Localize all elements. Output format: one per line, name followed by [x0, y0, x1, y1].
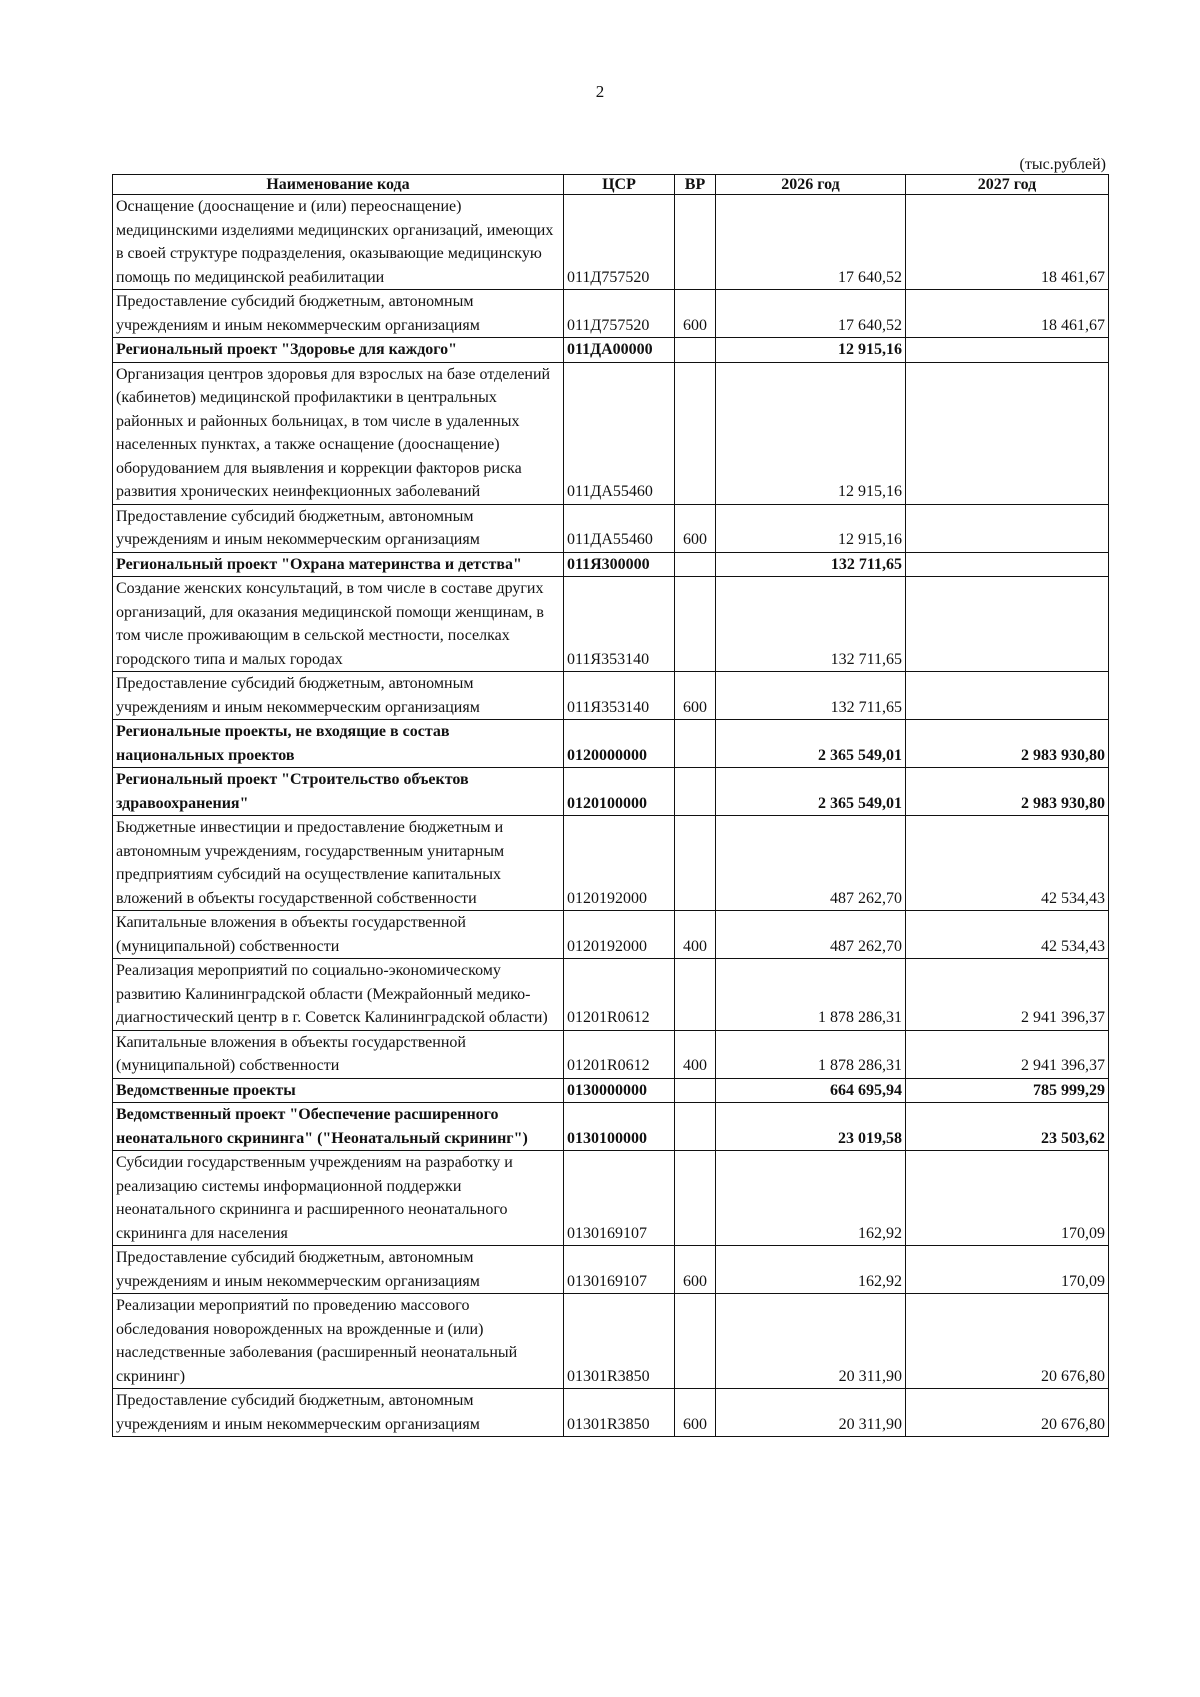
row-vr	[675, 362, 716, 504]
table-body	[113, 195, 1109, 1437]
row-value-2026: 162,92	[716, 1151, 906, 1246]
table-row	[113, 1389, 1109, 1437]
row-vr	[675, 195, 716, 290]
row-csr: 01301R3850	[564, 1294, 675, 1389]
row-value-2026: 12 915,16	[716, 338, 906, 363]
header-vr: ВР	[675, 175, 716, 195]
table-row	[113, 720, 1109, 768]
row-csr: 0130000000	[564, 1078, 675, 1103]
row-csr: 011ДА55460	[564, 362, 675, 504]
header-name: Наименование кода	[113, 175, 564, 195]
row-value-2026: 132 711,65	[716, 552, 906, 577]
row-csr: 0120192000	[564, 911, 675, 959]
row-value-2027	[906, 504, 1109, 552]
table-header-row	[113, 175, 1109, 195]
row-name: Капитальные вложения в объекты государственной (муниципальной) собственности	[113, 1030, 564, 1078]
row-name: Региональный проект "Здоровье для каждого"	[113, 338, 564, 363]
table-row	[113, 1294, 1109, 1389]
row-value-2027	[906, 362, 1109, 504]
budget-table	[112, 174, 1109, 1437]
row-value-2027: 170,09	[906, 1246, 1109, 1294]
row-name: Ведомственный проект "Обеспечение расширенного неонатального скрининга" ("Неонатальный скрининг")	[113, 1103, 564, 1151]
row-value-2026: 23 019,58	[716, 1103, 906, 1151]
row-name: Предоставление субсидий бюджетным, автономным учреждениям и иным некоммерческим организациям	[113, 672, 564, 720]
row-value-2026: 487 262,70	[716, 816, 906, 911]
row-csr: 011Д757520	[564, 195, 675, 290]
row-name: Создание женских консультаций, в том числе в составе других организаций, для оказания медицинской помощи женщинам, в том числе проживающим в сельской местности, поселках городского типа и малых городах	[113, 577, 564, 672]
row-value-2026: 2 365 549,01	[716, 720, 906, 768]
row-value-2027: 20 676,80	[906, 1294, 1109, 1389]
table-row	[113, 1246, 1109, 1294]
row-value-2026: 132 711,65	[716, 672, 906, 720]
row-name: Предоставление субсидий бюджетным, автономным учреждениям и иным некоммерческим организациям	[113, 1389, 564, 1437]
row-name: Организация центров здоровья для взрослых на базе отделений (кабинетов) медицинской профилактики в центральных районных и районных больницах, в том числе в удаленных населенных пунктах, а также оснащение (дооснащение) оборудованием для выявления и коррекции факторов риска развития хронических неинфекционных заболеваний	[113, 362, 564, 504]
row-value-2026: 1 878 286,31	[716, 1030, 906, 1078]
table-row	[113, 911, 1109, 959]
table-row	[113, 290, 1109, 338]
row-value-2027: 785 999,29	[906, 1078, 1109, 1103]
row-value-2027: 170,09	[906, 1151, 1109, 1246]
header-2026: 2026 год	[716, 175, 906, 195]
row-csr: 0120000000	[564, 720, 675, 768]
table-row	[113, 552, 1109, 577]
row-value-2026: 1 878 286,31	[716, 959, 906, 1031]
row-value-2026: 17 640,52	[716, 290, 906, 338]
row-value-2026: 17 640,52	[716, 195, 906, 290]
table-row	[113, 1151, 1109, 1246]
row-csr: 011ДА00000	[564, 338, 675, 363]
row-name: Субсидии государственным учреждениям на разработку и реализацию системы информационной поддержки неонатального скрининга и расширенного неонатального скрининга для населения	[113, 1151, 564, 1246]
row-value-2026: 162,92	[716, 1246, 906, 1294]
row-value-2027: 18 461,67	[906, 290, 1109, 338]
table-row	[113, 959, 1109, 1031]
row-value-2026: 12 915,16	[716, 362, 906, 504]
row-vr	[675, 1294, 716, 1389]
row-value-2026: 664 695,94	[716, 1078, 906, 1103]
row-value-2027: 2 983 930,80	[906, 768, 1109, 816]
row-value-2027	[906, 577, 1109, 672]
table-row	[113, 338, 1109, 363]
row-value-2027	[906, 552, 1109, 577]
row-name: Капитальные вложения в объекты государственной (муниципальной) собственности	[113, 911, 564, 959]
row-csr: 01301R3850	[564, 1389, 675, 1437]
row-csr: 011Д757520	[564, 290, 675, 338]
row-vr	[675, 1151, 716, 1246]
row-vr	[675, 552, 716, 577]
row-value-2027: 42 534,43	[906, 911, 1109, 959]
table-row	[113, 362, 1109, 504]
units-label: (тыс.рублей)	[1019, 156, 1106, 173]
row-name: Реализации мероприятий по проведению массового обследования новорожденных на врожденные и (или) наследственные заболевания (расширенный неонатальный скрининг)	[113, 1294, 564, 1389]
row-vr: 600	[675, 504, 716, 552]
row-value-2026: 132 711,65	[716, 577, 906, 672]
row-vr	[675, 1078, 716, 1103]
row-value-2027: 2 941 396,37	[906, 1030, 1109, 1078]
row-csr: 0120100000	[564, 768, 675, 816]
row-value-2027: 18 461,67	[906, 195, 1109, 290]
table-row	[113, 195, 1109, 290]
row-csr: 011Я300000	[564, 552, 675, 577]
row-vr: 600	[675, 290, 716, 338]
row-vr	[675, 720, 716, 768]
table-row	[113, 577, 1109, 672]
row-value-2027: 2 941 396,37	[906, 959, 1109, 1031]
table-row	[113, 768, 1109, 816]
row-value-2026: 20 311,90	[716, 1294, 906, 1389]
table-row	[113, 1030, 1109, 1078]
row-name: Бюджетные инвестиции и предоставление бюджетным и автономным учреждениям, государственным унитарным предприятиям субсидий на осуществление капитальных вложений в объекты государственной собственности	[113, 816, 564, 911]
row-value-2027: 23 503,62	[906, 1103, 1109, 1151]
table-row	[113, 1103, 1109, 1151]
row-value-2027	[906, 338, 1109, 363]
row-vr: 600	[675, 672, 716, 720]
row-vr: 400	[675, 1030, 716, 1078]
row-name: Предоставление субсидий бюджетным, автономным учреждениям и иным некоммерческим организациям	[113, 1246, 564, 1294]
row-value-2027: 2 983 930,80	[906, 720, 1109, 768]
row-vr: 600	[675, 1389, 716, 1437]
row-vr	[675, 577, 716, 672]
row-name: Региональный проект "Строительство объектов здравоохранения"	[113, 768, 564, 816]
row-csr: 011ДА55460	[564, 504, 675, 552]
row-value-2027	[906, 672, 1109, 720]
header-csr: ЦСР	[564, 175, 675, 195]
row-value-2027: 42 534,43	[906, 816, 1109, 911]
table-row	[113, 672, 1109, 720]
row-vr	[675, 959, 716, 1031]
table-row	[113, 1078, 1109, 1103]
row-vr: 400	[675, 911, 716, 959]
row-name: Региональный проект "Охрана материнства и детства"	[113, 552, 564, 577]
row-csr: 01201R0612	[564, 1030, 675, 1078]
header-2027: 2027 год	[906, 175, 1109, 195]
row-vr	[675, 1103, 716, 1151]
row-name: Ведомственные проекты	[113, 1078, 564, 1103]
row-value-2026: 12 915,16	[716, 504, 906, 552]
row-vr: 600	[675, 1246, 716, 1294]
row-value-2027: 20 676,80	[906, 1389, 1109, 1437]
table-row	[113, 816, 1109, 911]
row-name: Предоставление субсидий бюджетным, автономным учреждениям и иным некоммерческим организациям	[113, 290, 564, 338]
row-name: Реализация мероприятий по социально-экономическому развитию Калининградской области (Межрайонный медико-диагностический центр в г. Советск Калининградской области)	[113, 959, 564, 1031]
row-vr	[675, 338, 716, 363]
row-csr: 011Я353140	[564, 672, 675, 720]
row-csr: 0130169107	[564, 1151, 675, 1246]
row-vr	[675, 816, 716, 911]
row-csr: 0130169107	[564, 1246, 675, 1294]
row-name: Региональные проекты, не входящие в состав национальных проектов	[113, 720, 564, 768]
row-csr: 011Я353140	[564, 577, 675, 672]
row-csr: 0130100000	[564, 1103, 675, 1151]
row-vr	[675, 768, 716, 816]
row-value-2026: 20 311,90	[716, 1389, 906, 1437]
row-name: Предоставление субсидий бюджетным, автономным учреждениям и иным некоммерческим организациям	[113, 504, 564, 552]
row-csr: 0120192000	[564, 816, 675, 911]
table-row	[113, 504, 1109, 552]
page-number: 2	[595, 82, 605, 101]
row-value-2026: 2 365 549,01	[716, 768, 906, 816]
row-name: Оснащение (дооснащение и (или) переоснащение) медицинскими изделиями медицинских организаций, имеющих в своей структуре подразделения, оказывающие медицинскую помощь по медицинской реабилитации	[113, 195, 564, 290]
row-value-2026: 487 262,70	[716, 911, 906, 959]
row-csr: 01201R0612	[564, 959, 675, 1031]
